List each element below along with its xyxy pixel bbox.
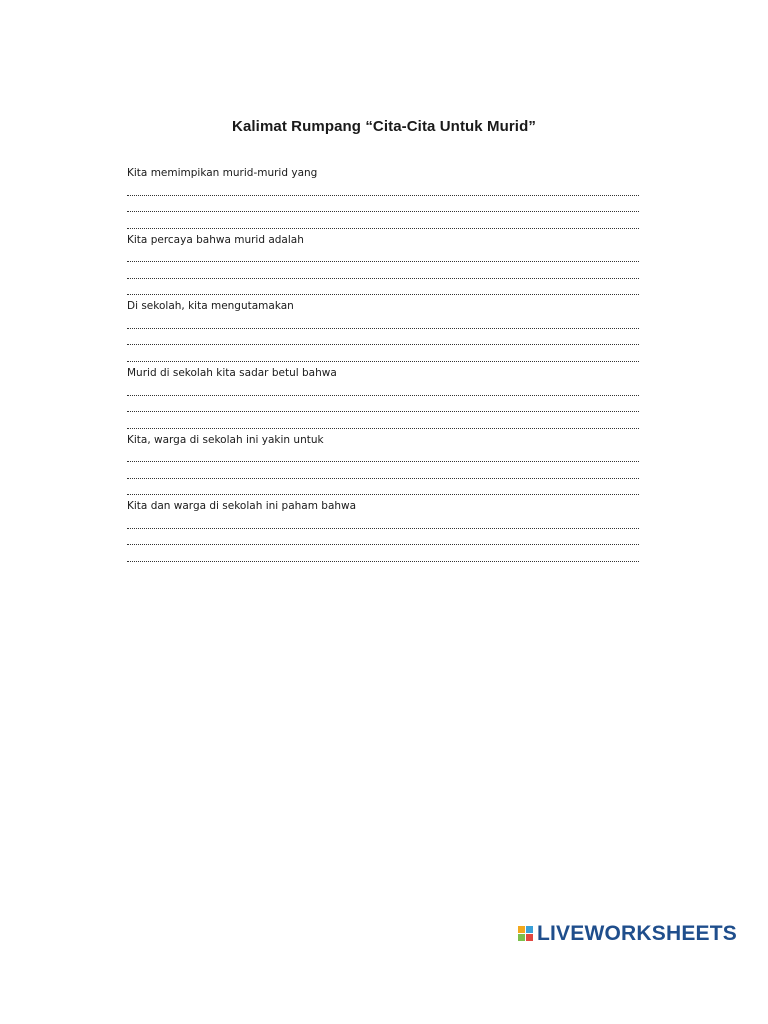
question-section [127, 432, 639, 499]
question-prompt: Murid di sekolah kita sadar betul bahwa [127, 367, 337, 380]
answer-line[interactable] [127, 465, 639, 482]
question-prompt: Kita dan warga di sekolah ini paham bahwa [127, 500, 357, 513]
question-section [127, 365, 639, 432]
liveworksheets-brand[interactable] [518, 922, 737, 946]
answer-line[interactable] [127, 482, 639, 499]
logo-square-icon [526, 934, 533, 941]
answer-line[interactable] [127, 215, 639, 232]
brand-name: LIVEWORKSHEETS [537, 922, 737, 945]
liveworksheets-logo-icon [518, 926, 534, 942]
answer-line[interactable] [127, 515, 639, 532]
question-prompt: Di sekolah, kita mengutamakan [127, 300, 294, 313]
logo-square-icon [526, 926, 533, 933]
worksheet-sections [127, 165, 639, 565]
answer-line[interactable] [127, 399, 639, 416]
answer-line[interactable] [127, 199, 639, 216]
answer-line[interactable] [127, 348, 639, 365]
worksheet-title: Kalimat Rumpang “Cita-Cita Untuk Murid” [232, 118, 536, 135]
logo-square-icon [518, 934, 525, 941]
answer-line[interactable] [127, 415, 639, 432]
answer-line[interactable] [127, 265, 639, 282]
answer-line[interactable] [127, 382, 639, 399]
question-section [127, 232, 639, 299]
answer-line[interactable] [127, 315, 639, 332]
answer-line[interactable] [127, 282, 639, 299]
answer-line[interactable] [127, 532, 639, 549]
question-section [127, 165, 639, 232]
answer-line[interactable] [127, 182, 639, 199]
answer-line[interactable] [127, 449, 639, 466]
question-section [127, 298, 639, 365]
answer-line[interactable] [127, 548, 639, 565]
answer-line[interactable] [127, 249, 639, 266]
answer-line[interactable] [127, 332, 639, 349]
logo-square-icon [518, 926, 525, 933]
question-prompt: Kita percaya bahwa murid adalah [127, 233, 304, 246]
question-section [127, 498, 639, 565]
question-prompt: Kita memimpikan murid-murid yang [127, 167, 318, 179]
question-prompt: Kita, warga di sekolah ini yakin untuk [127, 433, 324, 446]
